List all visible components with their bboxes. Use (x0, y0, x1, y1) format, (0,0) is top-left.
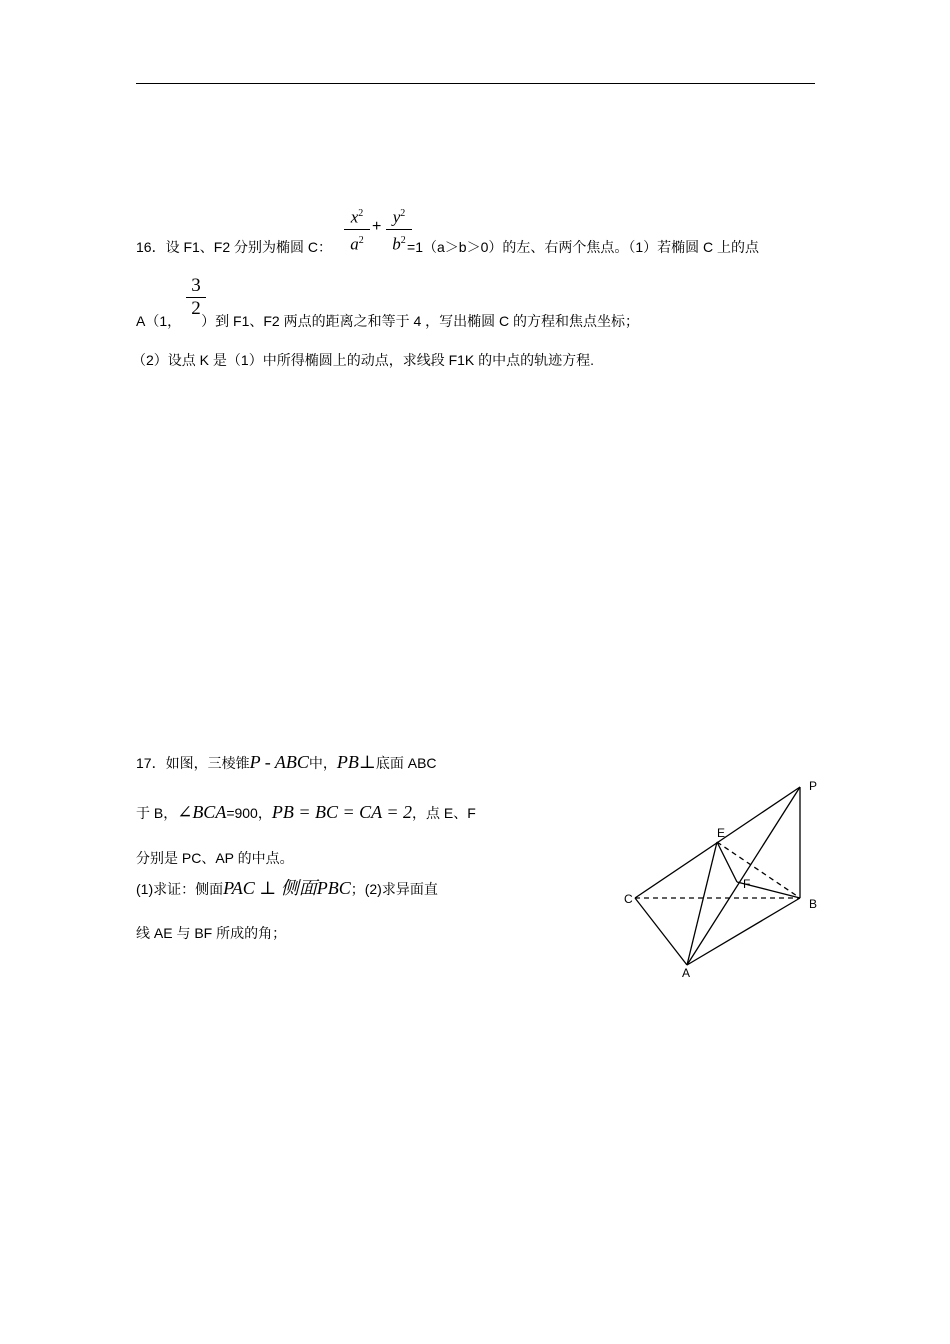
label-A: A (682, 966, 691, 980)
q17-line-4: (1)求证：侧面PAC ⊥ 侧面PBC；(2)求异面直 (136, 878, 438, 898)
q16-line-3: （2）设点 K 是（1）中所得椭圆上的动点，求线段 F1K 的中点的轨迹方程. (132, 352, 595, 368)
pyramid-figure (610, 770, 830, 985)
segment-EB-hidden (717, 842, 800, 898)
label-C: C (624, 892, 633, 906)
q17-line-1: 17．如图，三棱锥P - ABC中，PB⊥底面 ABC (136, 752, 437, 772)
q17-line-5: 线 AE 与 BF 所成的角； (136, 925, 287, 941)
q16-line-1: 16．设 F1、F2 分别为椭圆 C： =1（a＞b＞0）的左、右两个焦点。（1）若椭圆 C 上的点 (136, 239, 760, 255)
q17-line-2: 于 B，∠BCA=900，PB = BC = CA = 2，点 E、F (136, 802, 476, 822)
edge-AP (687, 787, 800, 965)
fraction-x2-over-a2: $x^2$ $a^2$ (344, 204, 370, 254)
label-P: P (809, 779, 818, 793)
q16-line-2: A（1， ）到 F1、F2 两点的距离之和等于 4 ，写出椭圆 C 的方程和焦点坐标； (136, 313, 640, 329)
fraction-y2-over-b2: $y^2$ $b^2$ (386, 204, 412, 254)
edge-AB (687, 898, 800, 965)
label-F: F (743, 877, 751, 891)
header-rule (136, 83, 815, 84)
q17-line-3: 分别是 PC、AP 的中点。 (136, 850, 294, 866)
label-E: E (717, 826, 726, 840)
label-B: B (809, 897, 818, 911)
plus-sign: + (372, 218, 382, 235)
fraction-3-over-2: 3 2 (186, 276, 206, 319)
edge-CA (635, 898, 687, 965)
